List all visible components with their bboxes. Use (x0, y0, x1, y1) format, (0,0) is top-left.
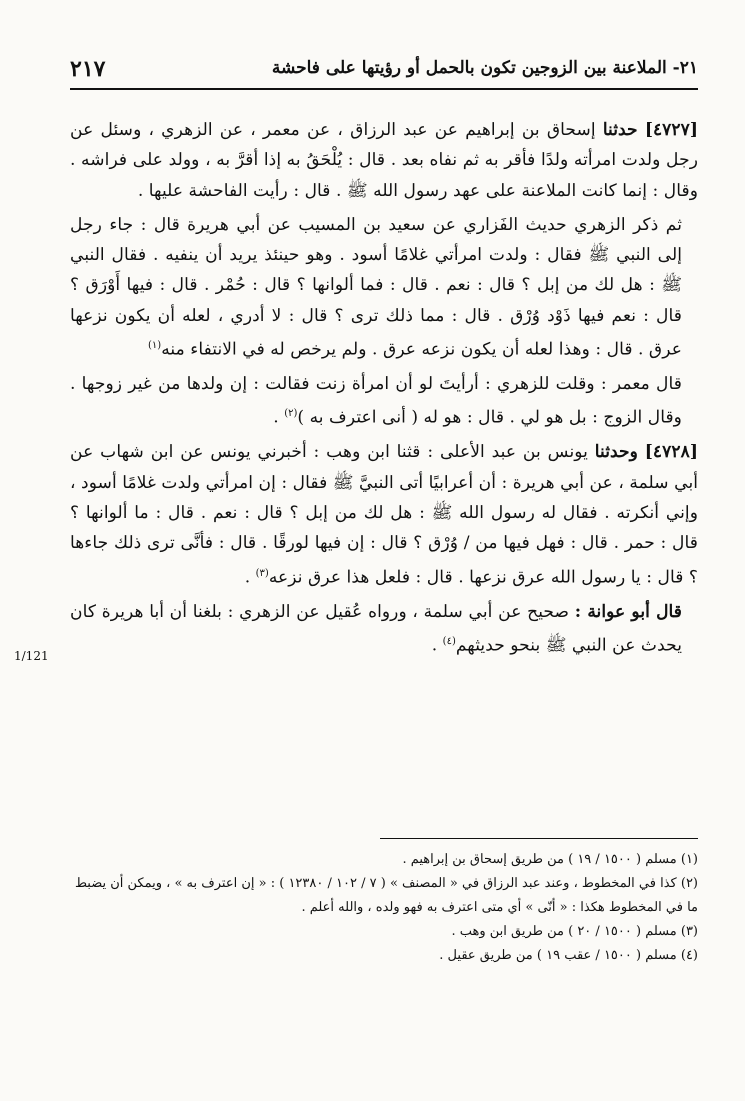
footnote-3: (٣) مسلم ( ١٥٠٠ / ٢٠ ) من طريق ابن وهب . (451, 924, 698, 939)
manuscript-folio-note: 1/121 (14, 649, 49, 663)
footnote-2: (٢) كذا في المخطوط ، وعند عبد الرزاق في « المصنف » ( ٧ / ١٠٢ / ١٢٣٨٠ ) : « إن اعترف به » ، ويمكن أن يضبط ما في المخطوط هكذا : « أنّى » أي متى اعترف به فهو ولده ، والله أعلم . (74, 876, 698, 915)
punctuation: . (273, 408, 285, 429)
page-number: ٢١٧ (70, 56, 106, 82)
footnote-ref-2: (٢) (284, 408, 298, 420)
footnote-ref-1: (١) (148, 340, 162, 352)
hadith-4727 (70, 115, 698, 206)
hadith-number: [٤٧٢٨] (644, 442, 698, 463)
mamar-narration (70, 369, 698, 433)
main-text (70, 115, 698, 665)
running-title: ٢١- الملاعنة بين الزوجين تكون بالحمل أو رؤيتها على فاحشة (271, 58, 698, 78)
narration-text: ثم ذكر الزهري حديث الفَزاري عن سعيد بن المسيب عن أبي هريرة قال : جاء رجل إلى النبي ﷺ فقال : ولدت امرأتي غلامًا أسود . وهو حينئذ يريد أن ينفيه . فقال النبي ﷺ : هل لك من إبل ؟ قال : نعم . قال : فما ألوانها ؟ قال : حُمْر . قال : فيها أَوْرَق ؟ قال : نعم فيها ذَوْد وُرْق . قال : مما ذلك ترى ؟ قال : لا أدري ، لعله أن يكون نزعها عرق . قال : وهذا لعله أن يكون نزعه عرق . ولم يرخص له في الانتفاء منه (70, 214, 682, 360)
footnotes (70, 848, 698, 968)
footnote-4: (٤) مسلم ( ١٥٠٠ / عقب ١٩ ) من طريق عقيل . (439, 948, 698, 963)
hadith-number: [٤٧٢٧] (644, 120, 699, 140)
hadith-text: إسحاق بن إبراهيم عن عبد الرزاق ، عن معمر ، عن الزهري ، وسئل عن رجل ولدت امرأته ولدًا فأقر به ثم نفاه بعد . قال : يُلْحَقُ به إذا أقرَّ به ، وولد على فراشه . وقال : إنما كانت الملاعنة على عهد رسول الله ﷺ . قال : رأيت الفاحشة عليها . (70, 120, 698, 201)
abu-awana-comment (70, 597, 698, 661)
footnote-ref-4: (٤) (442, 635, 456, 647)
narration-text: قال معمر : وقلت للزهري : أرأيتَ لو أن امرأة زنت فقالت : إن ولدها من غير زوجها . وقال الزوج : بل هو لي . قال : هو له ( أنى اعترف به ) (70, 374, 682, 429)
hadith-opening: حدثنا (602, 120, 638, 140)
page-header (70, 52, 698, 90)
zuhri-narration (70, 210, 698, 365)
punctuation: . (431, 635, 443, 656)
comment-heading: قال أبو عوانة : (574, 601, 683, 622)
footnote-divider (380, 838, 698, 839)
punctuation: . (244, 567, 256, 588)
hadith-opening: وحدثنا (594, 442, 638, 463)
footnote-ref-3: (٣) (255, 567, 269, 579)
comment-text: صحيح عن أبي سلمة ، ورواه عُقيل عن الزهري : بلغنا أن أبا هريرة كان يحدث عن النبي ﷺ بنحو حديثهم (70, 601, 682, 656)
hadith-text: يونس بن عبد الأعلى : قثنا ابن وهب : أخبرني يونس عن ابن شهاب عن أبي سلمة ، عن أبي هريرة : أن أعرابيًا أتى النبيَّ ﷺ فقال : إن امرأتي ولدت غلامًا أسود ، وإني أنكرته . فقال له رسول الله ﷺ : هل لك من إبل ؟ قال : نعم . قال : ما ألوانها ؟ قال : حمر . قال : فهل فيها من / وُرْق ؟ قال : إن فيها لورقًا . قال : فأنَّى ترى ذلك جاءها ؟ قال : يا رسول الله عرق نزعها . قال : فلعل هذا عرق نزعه (70, 442, 698, 588)
footnote-1: (١) مسلم ( ١٥٠٠ / ١٩ ) من طريق إسحاق بن إبراهيم . (402, 852, 698, 867)
hadith-4728 (70, 437, 698, 592)
